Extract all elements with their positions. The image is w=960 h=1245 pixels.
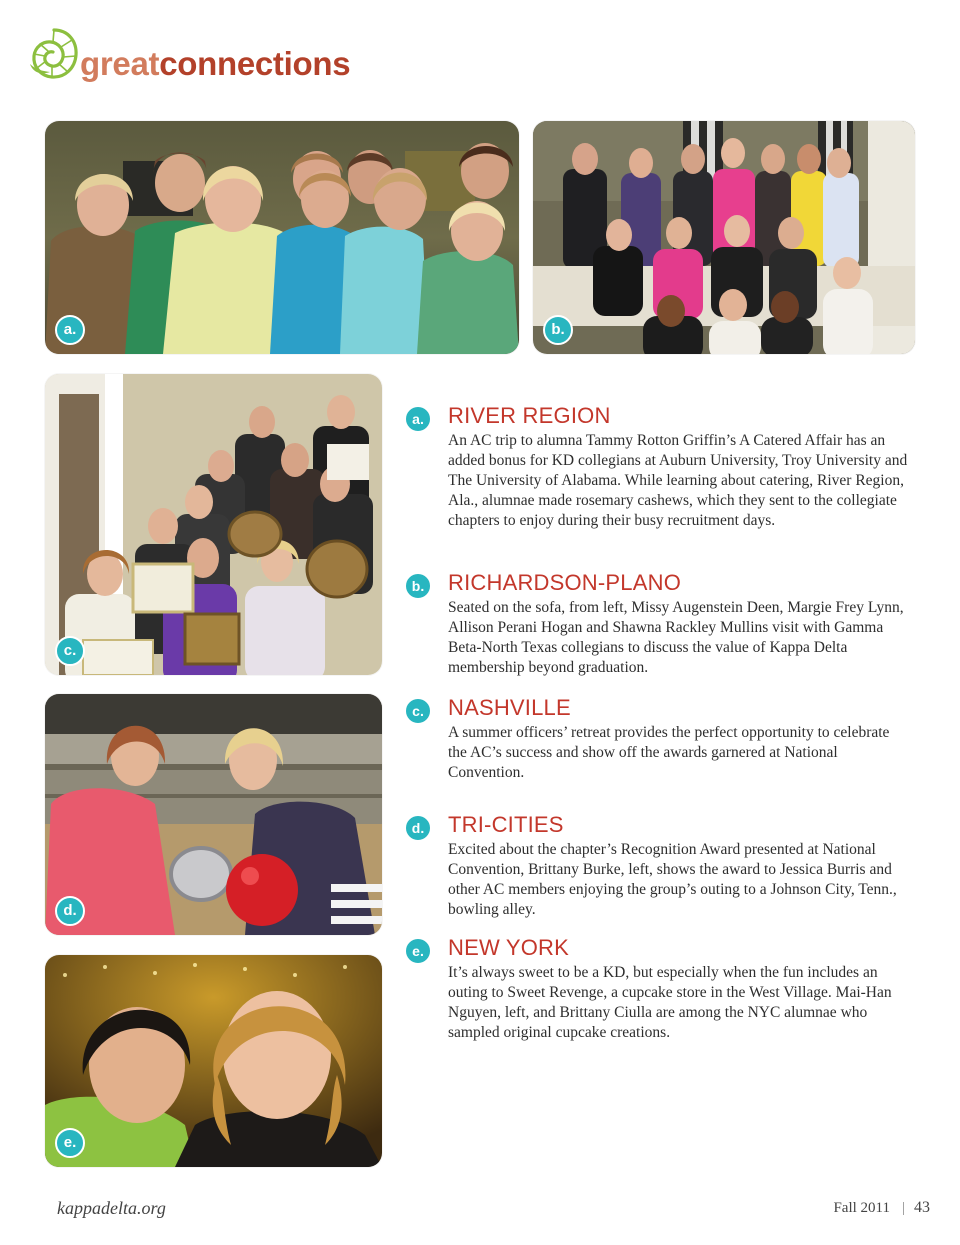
caption-body: An AC trip to alumna Tammy Rotton Griffin’s A Catered Affair has an added bonus for KD collegians at Auburn University, Troy University and The University of Alabama. While learning about catering, River Region, Ala., alumnae made rosemary cashews, which they sent to the collegiate chapters to enjoy during their busy recruitment days. bbox=[448, 432, 908, 529]
photo-a-image bbox=[45, 121, 519, 354]
photo-e-badge: e. bbox=[55, 1128, 85, 1158]
photo-e-image bbox=[45, 955, 382, 1167]
caption-badge: a. bbox=[404, 405, 432, 433]
footer-site-link[interactable]: kappadelta.org bbox=[57, 1198, 166, 1218]
caption-badge: b. bbox=[404, 572, 432, 600]
photo-c-image bbox=[45, 374, 382, 675]
photo-c-nashville bbox=[45, 374, 382, 675]
photo-d-image bbox=[45, 694, 382, 935]
caption-badge: c. bbox=[404, 697, 432, 725]
photo-b-image bbox=[533, 121, 915, 354]
photo-a-badge: a. bbox=[55, 315, 85, 345]
caption-title: TRI-CITIES bbox=[448, 812, 564, 837]
photo-b-badge: b. bbox=[543, 315, 573, 345]
photo-e-new-york bbox=[45, 955, 382, 1167]
section-title-light: great bbox=[80, 45, 160, 82]
caption-title: RIVER REGION bbox=[448, 403, 611, 428]
caption-title: NEW YORK bbox=[448, 935, 569, 960]
issue-label: Fall 2011 bbox=[833, 1200, 890, 1216]
caption-title: RICHARDSON-PLANO bbox=[448, 570, 682, 595]
caption-badge: e. bbox=[404, 937, 432, 965]
caption-badge: d. bbox=[404, 814, 432, 842]
footer-issue bbox=[833, 1199, 930, 1217]
photo-b-richardson-plano bbox=[533, 121, 915, 354]
caption-body: It’s always sweet to be a KD, but especially when the fun includes an outing to Sweet Revenge, a cupcake store in the West Village. Mai-Han Nguyen, left, and Brittany Ciulla are among the NYC alumnae who sampled original cupcake creations. bbox=[448, 964, 892, 1041]
caption-body: Excited about the chapter’s Recognition Award presented at National Convention, Brittany Burke, left, shows the award to Jessica Burris and other AC members enjoying the group’s outing to a Johnson City, Tenn., bowling alley. bbox=[448, 841, 897, 918]
section-title bbox=[80, 46, 350, 82]
footer-separator: | bbox=[901, 1200, 905, 1216]
section-title-dark: connections bbox=[159, 45, 351, 82]
caption-title: NASHVILLE bbox=[448, 695, 571, 720]
nautilus-shell-icon bbox=[28, 26, 80, 82]
page-number: 43 bbox=[914, 1199, 930, 1216]
photo-c-badge: c. bbox=[55, 636, 85, 666]
photo-d-tri-cities bbox=[45, 694, 382, 935]
caption-body: Seated on the sofa, from left, Missy Augenstein Deen, Margie Frey Lynn, Allison Perani Hogan and Shawna Rackley Mullins visit with Gamma Beta-North Texas collegians to discuss the value of Kappa Delta membership beyond graduation. bbox=[448, 599, 904, 676]
caption-body: A summer officers’ retreat provides the perfect opportunity to celebrate the AC’s success and show off the awards garnered at National Convention. bbox=[448, 724, 890, 781]
photo-d-badge: d. bbox=[55, 896, 85, 926]
photo-a-river-region bbox=[45, 121, 519, 354]
